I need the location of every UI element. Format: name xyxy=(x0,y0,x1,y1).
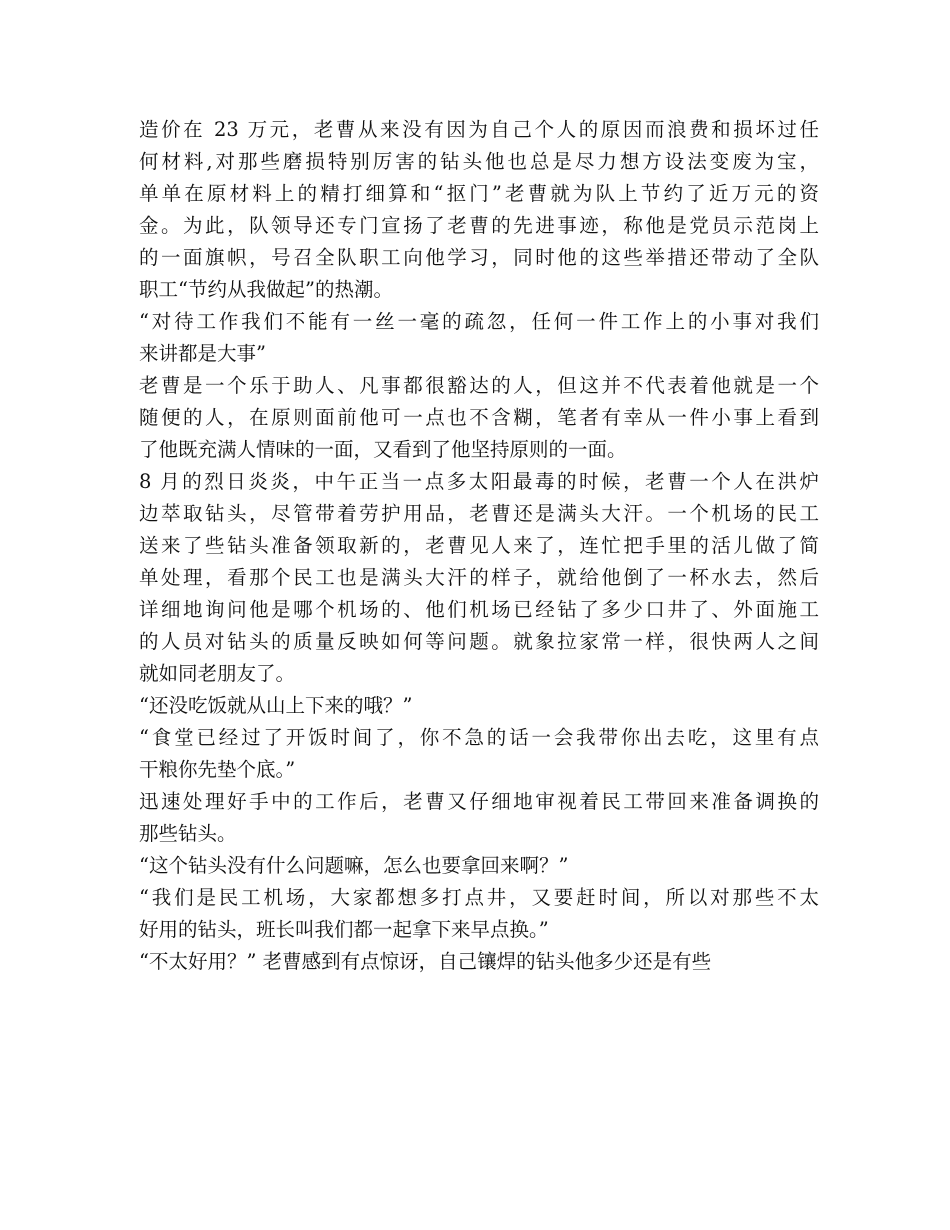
text-line: 老曹是一个乐于助人、凡事都很豁达的人，但这并不代表着他就是一个 xyxy=(139,374,819,397)
text-line: 详细地询问他是哪个机场的、他们机场已经钻了多少口井了、外面施工 xyxy=(139,598,819,621)
text-line: 单处理，看那个民工也是满头大汗的样子，就给他倒了一杯水去，然后 xyxy=(139,566,819,589)
text-line: “我们是民工机场，大家都想多打点井，又要赶时间，所以对那些不太 xyxy=(139,886,819,909)
text-line: 职工“节约从我做起”的热潮。 xyxy=(139,278,393,301)
text-line: 好用的钻头，班长叫我们都一起拿下来早点换。” xyxy=(139,918,549,941)
text-line: “食堂已经过了开饭时间了，你不急的话一会我带你出去吃，这里有点 xyxy=(139,726,819,749)
text-line: 迅速处理好手中的工作后，老曹又仔细地审视着民工带回来准备调换的 xyxy=(139,790,819,813)
text-line: 干粮你先垫个底。” xyxy=(139,758,296,781)
text-line: “对待工作我们不能有一丝一毫的疏忽，任何一件工作上的小事对我们 xyxy=(139,310,819,333)
text-line: 了他既充满人情味的一面，又看到了他坚持原则的一面。 xyxy=(139,438,627,461)
text-line: 送来了些钻头准备领取新的，老曹见人来了，连忙把手里的活儿做了简 xyxy=(139,534,819,557)
text-line: “不太好用？” 老曹感到有点惊讶，自己镶焊的钻头他多少还是有些 xyxy=(139,950,712,973)
text-line: 边萃取钻头，尽管带着劳护用品，老曹还是满头大汗。一个机场的民工 xyxy=(139,502,819,525)
text-line: 来讲都是大事” xyxy=(139,342,266,365)
text-line: 造价在 23 万元，老曹从来没有因为自己个人的原因而浪费和损坏过任 xyxy=(139,118,819,141)
text-line: 何材料,对那些磨损特别厉害的钻头他也总是尽力想方设法变废为宝， xyxy=(139,150,819,173)
text-line: 的人员对钻头的质量反映如何等问题。就象拉家常一样，很快两人之间 xyxy=(139,630,819,653)
text-line: 就如同老朋友了。 xyxy=(139,662,296,685)
text-line: “还没吃饭就从山上下来的哦？” xyxy=(139,694,413,717)
article-body xyxy=(139,114,819,978)
text-line: 单单在原材料上的精打细算和“抠门”老曹就为队上节约了近万元的资 xyxy=(139,182,819,205)
text-line: 随便的人，在原则面前他可一点也不含糊，笔者有幸从一件小事上看到 xyxy=(139,406,819,429)
text-line: 的一面旗帜，号召全队职工向他学习，同时他的这些举措还带动了全队 xyxy=(139,246,819,269)
text-line: “这个钻头没有什么问题嘛，怎么也要拿回来啊？” xyxy=(139,854,569,877)
text-line: 那些钻头。 xyxy=(139,822,237,845)
text-line: 8 月的烈日炎炎，中午正当一点多太阳最毒的时候，老曹一个人在洪炉 xyxy=(139,470,819,493)
text-line: 金。为此，队领导还专门宣扬了老曹的先进事迹，称他是党员示范岗上 xyxy=(139,214,819,237)
